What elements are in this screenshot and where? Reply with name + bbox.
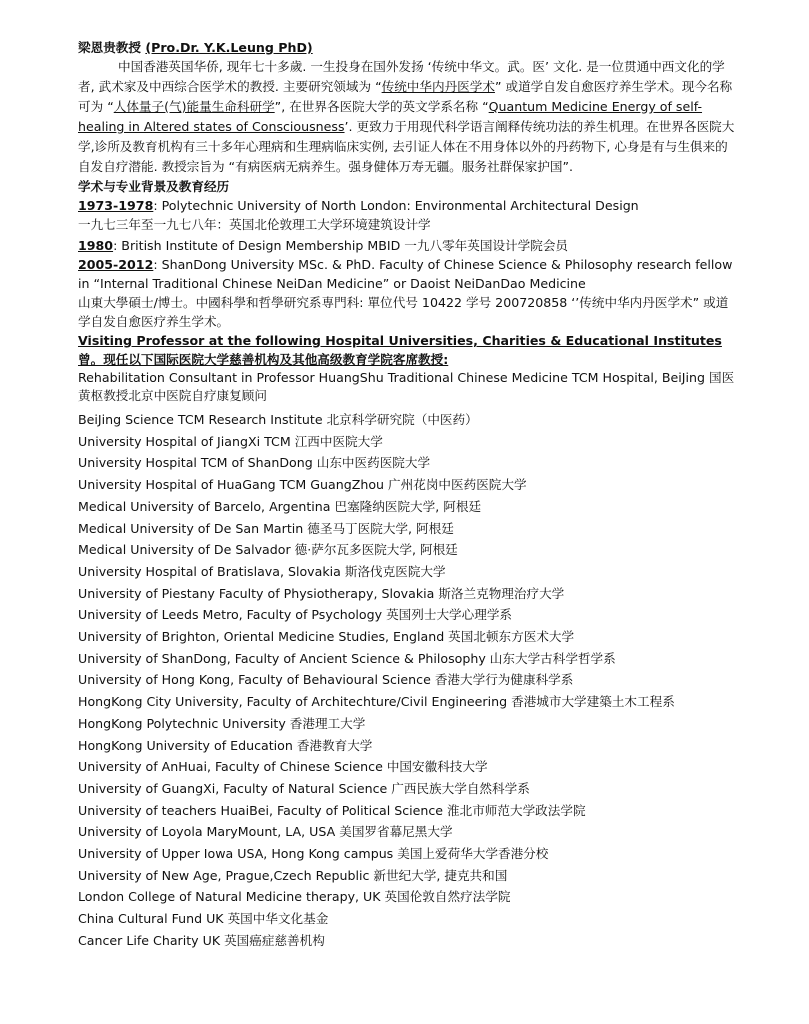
list-item: Medical University of De Salvador 德·萨尔瓦多医院大学, 阿根廷 bbox=[78, 542, 458, 558]
list-item: University of Hong Kong, Faculty of Behavioural Science 香港大学行为健康科学系 bbox=[78, 672, 574, 688]
list-item: London College of Natural Medicine therapy, UK 英国伦敦自然疗法学院 bbox=[78, 889, 511, 905]
list-item: Cancer Life Charity UK 英国癌症慈善机构 bbox=[78, 932, 325, 948]
entry-text-en: : ShanDong University MSc. & PhD. Faculty of Chinese Science & Philosophy research fellow in “Internal Traditional Chinese NeiDan Medicine” or Daoist NeiDanDao Medicine bbox=[78, 257, 733, 291]
list-item: HongKong University of Education 香港教育大学 bbox=[78, 737, 373, 753]
list-item: University of Brighton, Oriental Medicine Studies, England 英国北顿东方医术大学 bbox=[78, 629, 575, 645]
list-item: HongKong City University, Faculty of Architechture/Civil Engineering 香港城市大学建築土木工程系 bbox=[78, 694, 675, 710]
academic-entry bbox=[78, 236, 739, 255]
list-item: Medical University of De San Martin 德圣马丁医院大学, 阿根廷 bbox=[78, 520, 454, 536]
list-item: University of Piestany Faculty of Physiotherapy, Slovakia 斯洛兰克物理治疗大学 bbox=[78, 585, 565, 601]
institution-list bbox=[78, 369, 739, 952]
list-item: University Hospital TCM of ShanDong 山东中医药医院大学 bbox=[78, 455, 431, 471]
page-title bbox=[78, 38, 739, 57]
intro-text-2: ” 或道学自发自愈医疗养生学术。现今名称可为 “ bbox=[78, 79, 733, 114]
entry-text-en: : British Institute of Design Membership MBID 一九八零年英国设计学院会员 bbox=[113, 238, 569, 253]
title-cn: 梁恩贵教授 bbox=[78, 40, 141, 55]
entry-text-cn: 一九七三年至一九七八年：英国北伦敦理工大学环境建筑设计学 bbox=[78, 217, 431, 232]
list-item: University of Upper Iowa USA, Hong Kong campus 美国上爱荷华大学香港分校 bbox=[78, 846, 549, 862]
intro-text-4: ’. 更致力于用现代科学语言阐释传统功法的养生机理。在世界各医院大学,诊所及教育机构有三十多年心理病和生理病临床实例, 去引证人体在不用身体以外的丹药物下, 心身是有与生俱来的自发自疗潜能. 教授宗旨为 “有病医病无病养生。强身健体万寿无疆。服务社群保家护国”. bbox=[78, 119, 735, 174]
visiting-heading-cn: 曾。现任以下国际医院大学慈善机构及其他高级教育学院客席教授: bbox=[78, 352, 449, 367]
list-item: HongKong Polytechnic University 香港理工大学 bbox=[78, 715, 366, 731]
list-item: University of GuangXi, Faculty of Natural Science 广西民族大学自然科学系 bbox=[78, 780, 530, 796]
list-item: Medical University of Barcelo, Argentina 巴塞隆纳医院大学, 阿根廷 bbox=[78, 498, 482, 514]
list-item: University of Leeds Metro, Faculty of Psychology 英国列士大学心理学系 bbox=[78, 607, 513, 623]
entry-text-en: : Polytechnic University of North London: Environmental Architectural Design bbox=[153, 198, 639, 213]
academic-entry bbox=[78, 255, 739, 331]
title-en: (Pro.Dr. Y.K.Leung PhD) bbox=[145, 40, 313, 55]
intro-term-2: 人体量子(气)能量生命科研学 bbox=[113, 99, 275, 114]
entry-year: 2005-2012 bbox=[78, 257, 154, 272]
entry-text-cn: 山東大學碩士/博士。中國科學和哲學研究系専門科: 單位代号 10422 学号 200720858 ‘’传统中华内丹医学术” 或道学自发自愈医疗养生学术。 bbox=[78, 295, 729, 329]
visiting-heading-en: Visiting Professor at the following Hospital Universities, Charities & Educational Institutes bbox=[78, 333, 722, 348]
intro-text-1: 中国香港英国华侨, 现年七十多歲. 一生投身在国外发扬 ‘传统中华文。武。医’ 文化. 是一位贯通中西文化的学者, 武术家及中西综合医学术的教授. 主要研究领域为 “ bbox=[78, 59, 725, 94]
intro-paragraph bbox=[78, 57, 739, 177]
list-item: Rehabilitation Consultant in Professor HuangShu Traditional Chinese Medicine TCM Hospital, BeiJing 国医黄枢教授北京中医院自疗康复顾问 bbox=[78, 370, 735, 403]
entry-year: 1980 bbox=[78, 238, 114, 253]
list-item: University Hospital of JiangXi TCM 江西中医院大学 bbox=[78, 433, 383, 449]
list-item: BeiJing Science TCM Research Institute 北京科学研究院（中医药） bbox=[78, 412, 478, 427]
list-item: University Hospital of Bratislava, Slovakia 斯洛伐克医院大学 bbox=[78, 563, 446, 579]
list-item: China Cultural Fund UK 英国中华文化基金 bbox=[78, 911, 329, 927]
list-item: University of ShanDong, Faculty of Ancient Science & Philosophy 山东大学古科学哲学系 bbox=[78, 650, 616, 666]
academic-heading: 学术与专业背景及教育经历 bbox=[78, 179, 230, 194]
academic-entry bbox=[78, 196, 739, 234]
list-item: University Hospital of HuaGang TCM GuangZhou 广州花岗中医药医院大学 bbox=[78, 477, 527, 493]
list-item: University of New Age, Prague,Czech Republic 新世纪大学, 捷克共和国 bbox=[78, 867, 508, 883]
list-item: University of teachers HuaiBei, Faculty of Political Science 淮北市师范大学政法学院 bbox=[78, 802, 586, 818]
list-item: University of AnHuai, Faculty of Chinese Science 中国安徽科技大学 bbox=[78, 759, 488, 775]
intro-term-3: Quantum Medicine Energy of self-healing in Altered states of Consciousness bbox=[78, 99, 703, 134]
intro-text-3: ”, 在世界各医院大学的英文学系名称 “ bbox=[274, 99, 489, 114]
intro-term-1: 传统中华内丹医学术 bbox=[381, 79, 495, 94]
entry-year: 1973-1978 bbox=[78, 198, 154, 213]
list-item: University of Loyola MaryMount, LA, USA 美国罗省幕尼黑大学 bbox=[78, 824, 453, 840]
